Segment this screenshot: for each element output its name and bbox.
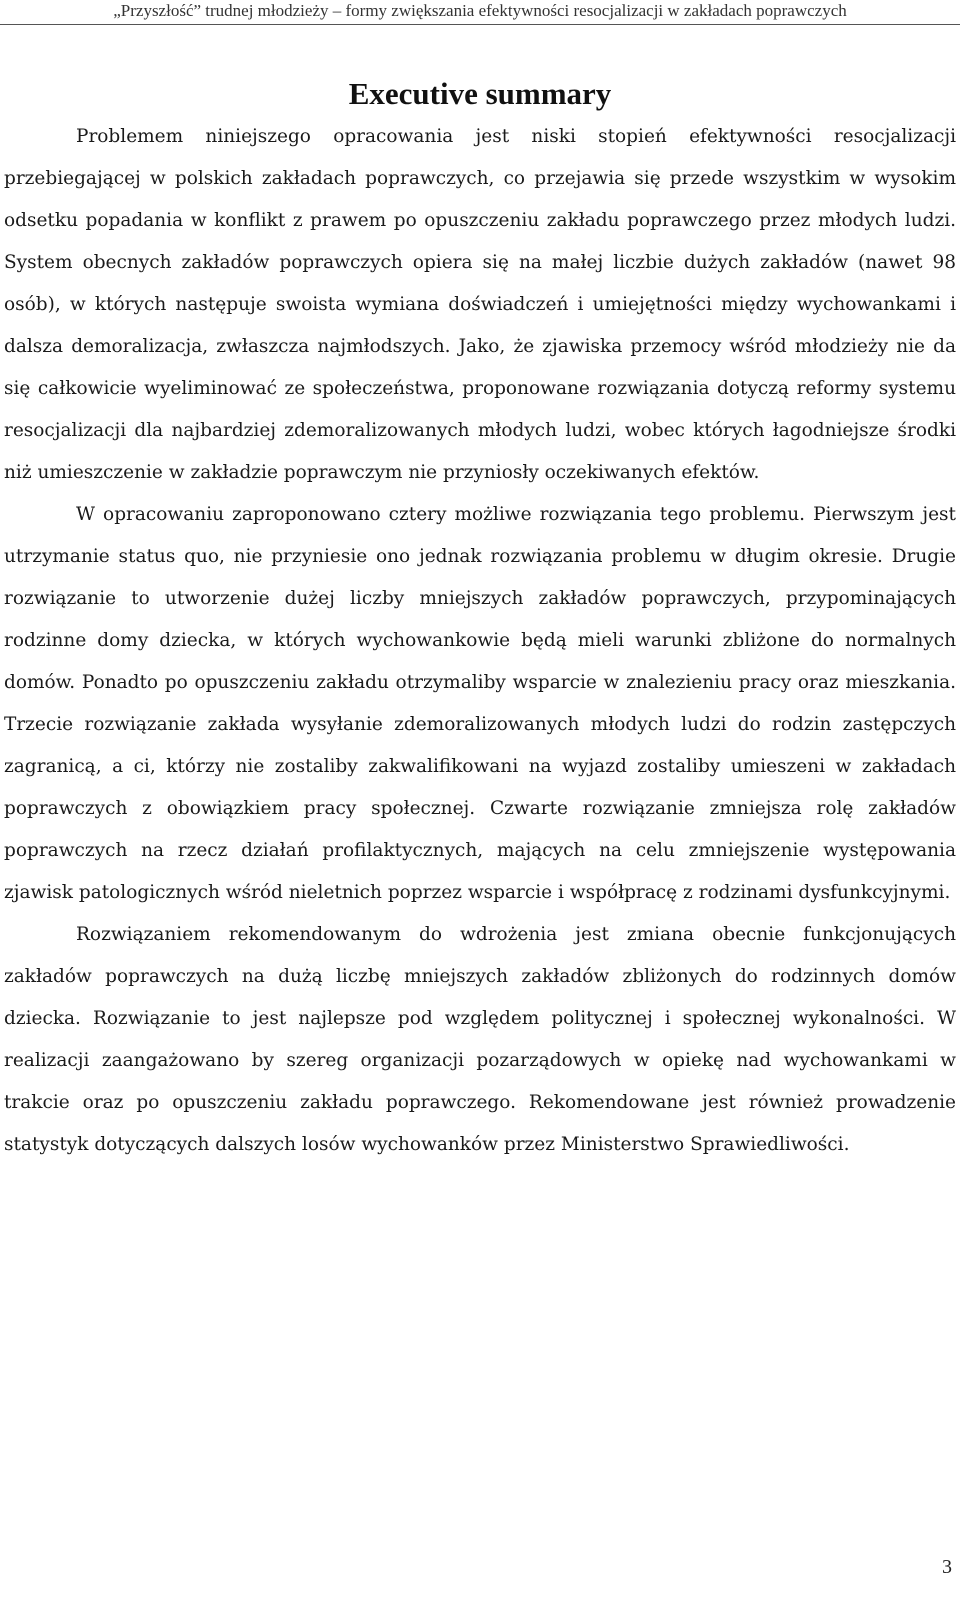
running-header [0,0,960,25]
document-body [4,116,956,1166]
page-title: Executive summary [348,76,612,111]
running-header-title: „Przyszłość” trudnej młodzieży – formy zwiększania efektywności resocjalizacji w zakładach poprawczych [113,1,847,20]
paragraph-problem: Problemem niniejszego opracowania jest niski stopień efektywności resocjalizacji przebiegającej w polskich zakładach poprawczych, co przejawia się przede wszystkim w wysokim odsetku popadania w konflikt z prawem po opuszczeniu zakładu poprawczego przez młodych ludzi. System obecnych zakładów poprawczych opiera się na małej liczbie dużych zakładów (nawet 98 osób), w których następuje swoista wymiana doświadczeń i umiejętności między wychowankami i dalsza demoralizacja, zwłaszcza najmłodszych. Jako, że zjawiska przemocy wśród młodzieży nie da się całkowicie wyeliminować ze społeczeństwa, proponowane rozwiązania dotyczą reformy systemu resocjalizacji dla najbardziej zdemoralizowanych młodych ludzi, wobec których łagodniejsze środki niż umieszczenie w zakładzie poprawczym nie przyniosły oczekiwanych efektów. [4,126,956,483]
paragraph-options: W opracowaniu zaproponowano cztery możliwe rozwiązania tego problemu. Pierwszym jest utrzymanie status quo, nie przyniesie ono jednak rozwiązania problemu w długim okresie. Drugie rozwiązanie to utworzenie dużej liczby mniejszych zakładów poprawczych, przypominających rodzinne domy dziecka, w których wychowankowie będą mieli warunki zbliżone do normalnych domów. Ponadto po opuszczeniu zakładu otrzymaliby wsparcie w znalezieniu pracy oraz mieszkania. Trzecie rozwiązanie zakłada wysyłanie zdemoralizowanych młodych ludzi do rodzin zastępczych zagranicą, a ci, którzy nie zostaliby zakwalifikowani na wyjazd zostaliby umieszeni w zakładach poprawczych z obowiązkiem pracy społecznej. Czwarte rozwiązanie zmniejsza rolę zakładów poprawczych na rzecz działań profilaktycznych, mających na celu zmniejszenie występowania zjawisk patologicznych wśród nieletnich poprzez wsparcie i współpracę z rodzinami dysfunkcyjnymi. [4,504,956,903]
paragraph-recommendation: Rozwiązaniem rekomendowanym do wdrożenia jest zmiana obecnie funkcjonujących zakładów poprawczych na dużą liczbę mniejszych zakładów zbliżonych do rodzinnych domów dziecka. Rozwiązanie to jest najlepsze pod względem politycznej i społecznej wykonalności. W realizacji zaangażowano by szereg organizacji pozarządowych w opiekę nad wychowankami w trakcie oraz po opuszczeniu zakładu poprawczego. Rekomendowane jest również prowadzenie statystyk dotyczących dalszych losów wychowanków przez Ministerstwo Sprawiedliwości. [4,924,956,1155]
page-number: 3 [942,1556,952,1578]
